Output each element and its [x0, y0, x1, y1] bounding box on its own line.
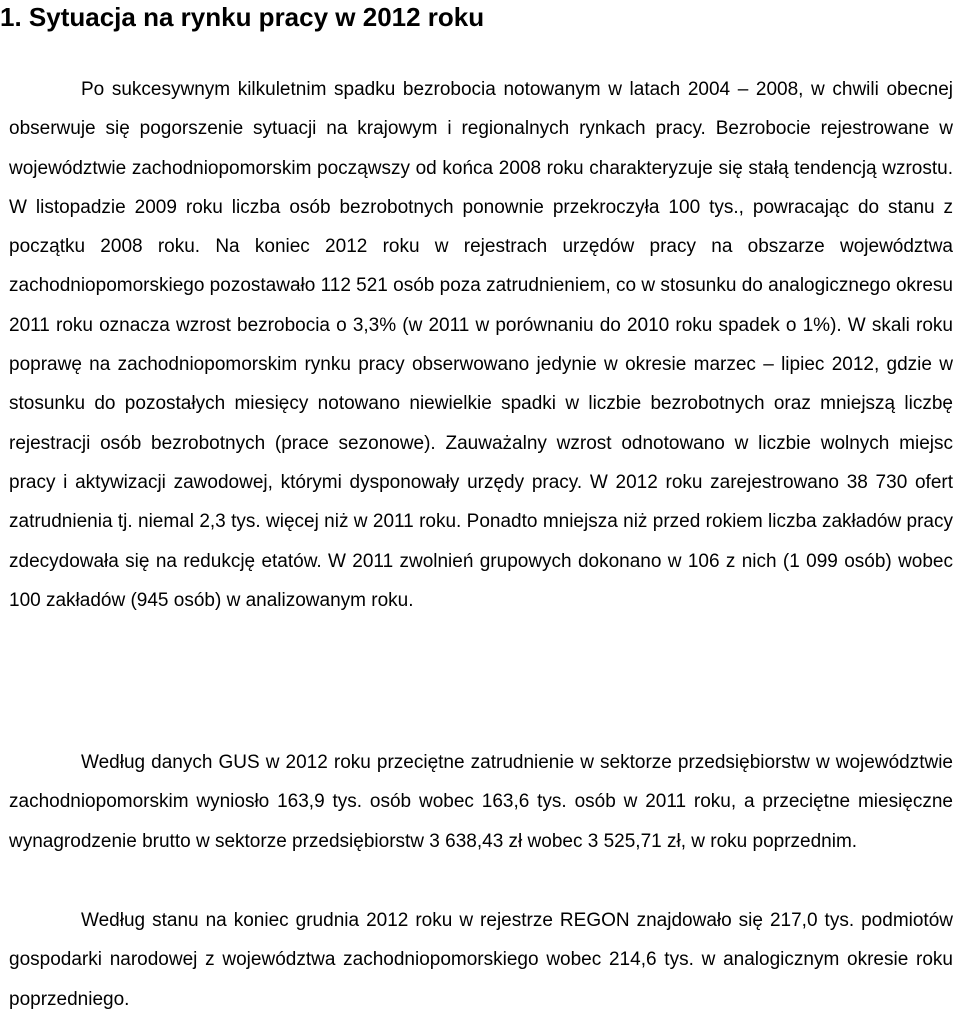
section-title: Sytuacja na rynku pracy w 2012 roku: [28, 2, 485, 32]
paragraph-regon: Według stanu na koniec grudnia 2012 roku w rejestrze REGON znajdowało się 217,0 tys. podmiotów gospodarki narodowej z województwa zachodniopomorskiego wobec 214,6 tys. w analogicznym okresie roku poprzedniego.: [9, 910, 953, 1010]
paragraph-unemployment: Po sukcesywnym kilkuletnim spadku bezrobocia notowanym w latach 2004 – 2008, w chwili obecnej obserwuje się pogorszenie sytuacji na krajowym i regionalnych rynkach pracy. Bezrobocie rejestrowane w województwie zachodniopomorskim począwszy od końca 2008 roku charakteryzuje się stałą tendencją wzrostu. W listopadzie 2009 roku liczba osób bezrobotnych ponownie przekroczyła 100 tys., powracając do stanu z początku 2008 roku. Na koniec 2012 roku w rejestrach urzędów pracy na obszarze województwa zachodniopomorskiego pozostawało 112 521 osób poza zatrudnieniem, co w stosunku do analogicznego okresu 2011 roku oznacza wzrost bezrobocia o 3,3% (w 2011 w porównaniu do 2010 roku spadek o 1%). W skali roku poprawę na zachodniopomorskim rynku pracy obserwowano jedynie w okresie marzec – lipiec 2012, gdzie w stosunku do pozostałych miesięcy notowano niewielkie spadki w liczbie bezrobotnych oraz mniejszą liczbę rejestracji osób bezrobotnych (prace sezonowe). Zauważalny wzrost odnotowano w liczbie wolnych miejsc pracy i aktywizacji zawodowej, którymi dysponowały urzędy pracy. W 2012 roku zarejestrowano 38 730 ofert zatrudnienia tj. niemal 2,3 tys. więcej niż w 2011 roku. Ponadto mniejsza niż przed rokiem liczba zakładów pracy zdecydowała się na redukcję etatów. W 2011 zwolnień grupowych dokonano w 106 z nich (1 099 osób) wobec 100 zakładów (945 osób) w analizowanym roku.: [9, 79, 953, 611]
section-heading: [0, 0, 484, 34]
section-number: 1.: [0, 2, 22, 32]
paragraph-employment-wages: Według danych GUS w 2012 roku przeciętne zatrudnienie w sektorze przedsiębiorstw w województwie zachodniopomorskim wyniosło 163,9 tys. osób wobec 163,6 tys. osób w 2011 roku, a przeciętne miesięczne wynagrodzenie brutto w sektorze przedsiębiorstw 3 638,43 zł wobec 3 525,71 zł, w roku poprzednim.: [9, 752, 953, 852]
